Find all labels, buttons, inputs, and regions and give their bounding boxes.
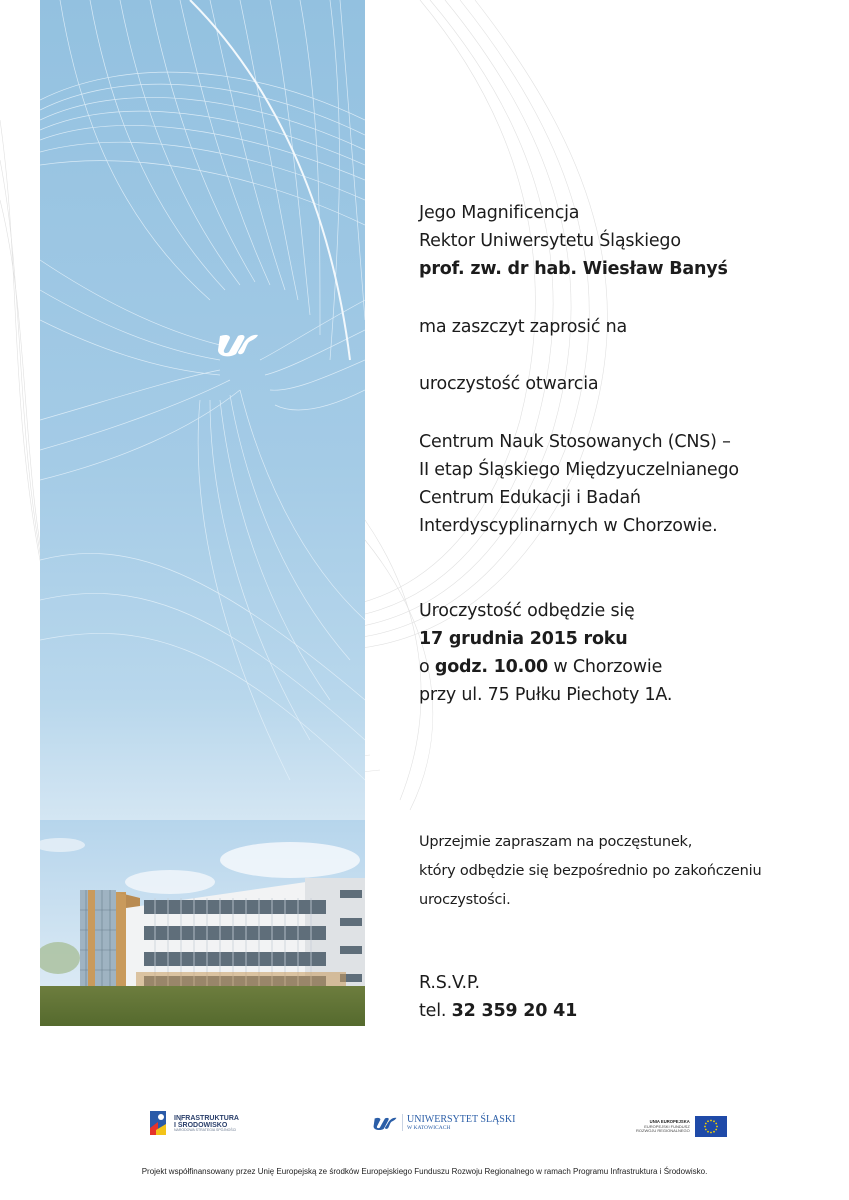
rsvp-label: R.S.V.P. xyxy=(419,973,480,993)
us-logo-mark-icon xyxy=(216,330,260,358)
us-logo-icon xyxy=(372,1115,398,1131)
reception-note xyxy=(419,828,761,915)
event-name-line: Centrum Edukacji i Badań xyxy=(419,488,641,508)
event-name-line: Interdyscyplinarnych w Chorzowie. xyxy=(419,516,718,536)
building-rendering-image xyxy=(40,820,365,1026)
infrastruktura-emblem-icon xyxy=(148,1110,170,1138)
details-intro: Uroczystość odbędzie się xyxy=(419,601,635,621)
host-block xyxy=(419,199,728,283)
event-type: uroczystość otwarcia xyxy=(419,374,599,394)
rsvp-phone: tel. 32 359 20 41 xyxy=(419,1001,578,1021)
eu-line1: UNIA EUROPEJSKA xyxy=(649,1119,690,1125)
event-date: 17 grudnia 2015 roku xyxy=(419,629,628,649)
host-position: Rektor Uniwersytetu Śląskiego xyxy=(419,231,681,251)
host-name: prof. zw. dr hab. Wiesław Banyś xyxy=(419,259,728,279)
reception-line: uroczystości. xyxy=(419,892,511,908)
reception-line: Uprzejmie zapraszam na poczęstunek, xyxy=(419,834,693,850)
eu-line3: ROZWOJU REGIONALNEGO xyxy=(636,1127,690,1133)
event-name xyxy=(419,428,739,540)
eu-line2: EUROPEJSKI FUNDUSZ xyxy=(644,1123,690,1129)
university-name: UNIWERSYTET ŚLĄSKI xyxy=(407,1114,516,1125)
logo-unia-europejska xyxy=(636,1116,727,1137)
host-title: Jego Magnificencja xyxy=(419,203,580,223)
event-details xyxy=(419,597,672,709)
wave-lines-pattern xyxy=(40,0,365,820)
event-name-line: Centrum Nauk Stosowanych (CNS) – xyxy=(419,432,731,452)
logo-uniwersytet-slaski xyxy=(372,1114,515,1131)
rsvp-block xyxy=(419,969,577,1025)
event-address: przy ul. 75 Pułku Piechoty 1A. xyxy=(419,685,673,705)
invite-line: ma zaszczyt zaprosić na xyxy=(419,317,628,337)
infra-line2: I ŚRODOWISKO xyxy=(174,1122,228,1130)
university-city: W KATOWICACH xyxy=(407,1125,451,1131)
event-name-line: II etap Śląskiego Międzyuczelnianego xyxy=(419,460,739,480)
funding-note: Projekt współfinansowany przez Unię Europejską ze środków Europejskiego Funduszu Rozwoju Regionalnego w ramach Programu Infrastruktura i Środowisko. xyxy=(141,1167,708,1176)
reception-line: który odbędzie się bezpośrednio po zakończeniu xyxy=(419,863,762,879)
eu-flag-icon xyxy=(695,1116,727,1137)
footer-logos xyxy=(0,1108,849,1148)
event-time: o godz. 10.00 w Chorzowie xyxy=(419,657,663,677)
blue-graphic-panel xyxy=(40,0,365,1026)
infra-line3: NARODOWA STRATEGIA SPÓJNOŚCI xyxy=(174,1128,237,1133)
infra-line1: INFRASTRUKTURA xyxy=(174,1115,239,1123)
logo-infrastruktura xyxy=(148,1110,239,1138)
